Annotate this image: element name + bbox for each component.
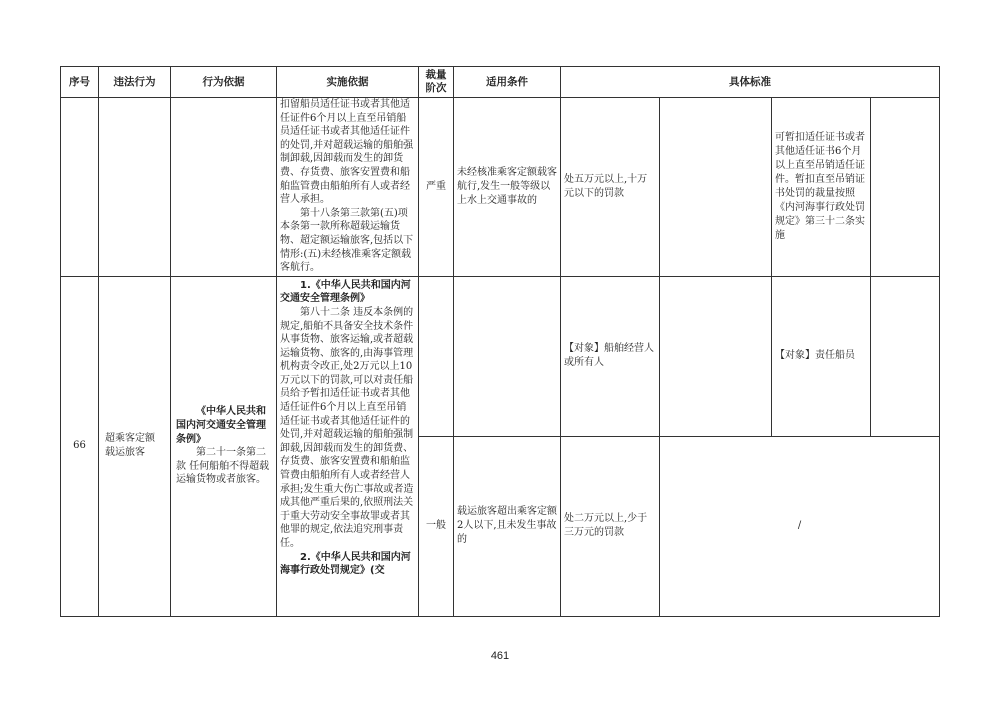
cell-violation-empty (99, 98, 171, 277)
cell-standard-d (871, 98, 940, 277)
header-impl-basis: 实施依据 (277, 67, 419, 98)
table-header-row (61, 67, 940, 98)
cell-standard-c: 可暂扣适任证书或者其他适任证书6个月以上直至吊销适任证件。暂扣直至吊销证书处罚的裁量按照《内河海事行政处罚规定》第三十二条实施 (772, 98, 871, 277)
cell-violation: 超乘客定额载运旅客 (99, 276, 171, 616)
cell-impl-basis (277, 276, 419, 616)
cell-standard-b (660, 276, 772, 436)
header-condition: 适用条件 (454, 67, 561, 98)
impl-basis-text-1: 扣留船员适任证书或者其他适任证件6个月以上直至吊销船员适任证书或者其他适任证件的处罚,并对超载运输的船舶强制卸载,因卸载而发生的卸货费、存货费、旅客安置费和船舶监管费由船舶所有人或者经营人承担。 (280, 99, 414, 206)
penalty-standard-table (60, 66, 940, 617)
cell-standard-b (660, 98, 772, 277)
cell-level: 严重 (419, 98, 454, 277)
cell-seq-empty (61, 98, 99, 277)
cell-basis-empty (171, 98, 277, 277)
impl-title-1: 1.《中华人民共和国内河交通安全管理条例》 (280, 279, 411, 305)
cell-impl-basis (277, 98, 419, 277)
table-row (61, 276, 940, 436)
table-row (61, 98, 940, 277)
impl-text-1: 第八十二条 违反本条例的规定,船舶不具备安全技术条件从事货物、旅客运输,或者超载运输货物、旅客的,由海事管理机构责令改正,处2万元以上10万元以下的罚款,可以对责任船员给予暂扣适任证书或者其他适任证件6个月以上直至吊销适任证书或者其他适任证件的处罚,并对超载运输的船舶强制卸载,因卸载而发生的卸货费、存货费、旅客安置费和船舶监管费由船舶所有人或者经营人承担;发生重大伤亡事故或者造成其他严重后果的,依照刑法关于重大劳动安全事故罪或者其他罪的规定,依法追究刑事责任。 (280, 306, 414, 549)
cell-basis (171, 276, 277, 616)
cell-level-empty (419, 276, 454, 436)
header-standard: 具体标准 (561, 67, 940, 98)
cell-condition: 未经核准乘客定额载客航行,发生一般等级以上水上交通事故的 (454, 98, 561, 277)
cell-level: 一般 (419, 436, 454, 616)
cell-condition: 载运旅客超出乘客定额2人以下,且未发生事故的 (454, 436, 561, 616)
cell-standard-d (871, 276, 940, 436)
impl-title-2: 2.《中华人民共和国内河海事行政处罚规定》(交 (280, 551, 411, 577)
cell-standard-c: 【对象】责任船员 (772, 276, 871, 436)
cell-standard-a: 处五万元以上,十万元以下的罚款 (561, 98, 660, 277)
header-basis: 行为依据 (171, 67, 277, 98)
header-violation: 违法行为 (99, 67, 171, 98)
cell-standard-a: 【对象】船舶经营人或所有人 (561, 276, 660, 436)
impl-basis-text-2: 第十八条第三款第(五)项 本条第一款所称超载运输货物、超定额运输旅客,包括以下情形:(五)未经核准乘客定额载客航行。 (280, 207, 414, 274)
cell-standard-a: 处二万元以上,少于三万元的罚款 (561, 436, 660, 616)
header-seq: 序号 (61, 67, 99, 98)
basis-text: 第二十一条第二款 任何船舶不得超载运输货物或者旅客。 (176, 447, 270, 486)
cell-condition-empty (454, 276, 561, 436)
cell-seq: 66 (61, 276, 99, 616)
page-number: 461 (490, 650, 510, 662)
cell-standard-c: / (660, 436, 940, 616)
header-level: 裁量阶次 (419, 67, 454, 98)
basis-title: 《中华人民共和国内河交通安全管理条例》 (176, 406, 266, 445)
